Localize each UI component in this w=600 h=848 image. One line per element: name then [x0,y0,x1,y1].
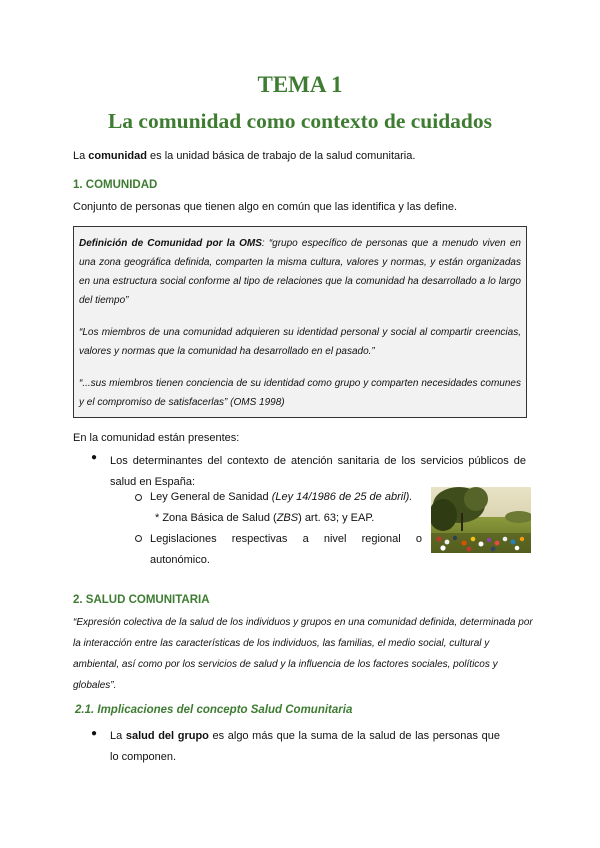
page-subtitle: La comunidad como contexto de cuidados [107,109,493,133]
definition-paragraph-3: “...sus miembros tienen conciencia de su identidad como grupo y comparten necesidades comunes y el compromiso de satisfacerlas” (OMS 1998) [79,378,521,408]
definition-box [73,226,527,418]
page-title: TEMA 1 [257,72,343,97]
sub-bullet-legislaciones: Legislaciones respectivas a nivel regional o autonómico. [150,533,422,566]
circle-bullet-icon [135,535,142,542]
intro-paragraph: La comunidad es la unidad básica de trabajo de la salud comunitaria. [73,150,416,162]
sub-bullet-ley: Ley General de Sanidad (Ley 14/1986 de 25 de abril). [150,491,413,503]
section-2-heading: 2. SALUD COMUNITARIA [73,594,210,606]
section-1-heading: 1. COMUNIDAD [73,179,158,191]
section-1-text: Conjunto de personas que tienen algo en común que las identifica y las define. [73,201,458,213]
bullet-determinantes: Los determinantes del contexto de atención sanitaria de los servicios públicos de salud en España: [110,455,526,488]
bullet-salud-grupo: La salud del grupo es algo más que la suma de la salud de las personas que lo componen. [110,730,500,763]
section-2-1-heading: 2.1. Implicaciones del concepto Salud Comunitaria [75,704,353,716]
definition-paragraph-2: “Los miembros de una comunidad adquieren su identidad personal y social al compartir creencias, valores y normas que la comunidad ha desarrollado en el pasado.” [79,327,521,357]
circle-bullet-icon [135,494,142,501]
definition-paragraph-1: Definición de Comunidad por la OMS: “grupo específico de personas que a menudo viven en una zona geográfica definida, comparten la misma cultura, valores y normas, y están organizadas en una estructura social conforme al tipo de relaciones que la comunidad ha desarrollado a lo largo del tiempo” [79,238,521,306]
sub-bullet-zbs-note: * Zona Básica de Salud (ZBS) art. 63; y EAP. [155,512,375,524]
bullet-icon: ● [91,728,98,739]
community-park-photo [431,487,531,553]
present-lead: En la comunidad están presentes: [73,432,240,444]
bullet-icon: ● [91,452,98,463]
salud-comunitaria-definition: “Expresión colectiva de la salud de los individuos y grupos en una comunidad definida, determinada por la interacción entre las características de los individuos, las familias, el medio social, cultural y ambiental, así como por los servicios de salud y la influencia de los factores sociales, políticos y globales”. [73,617,533,691]
